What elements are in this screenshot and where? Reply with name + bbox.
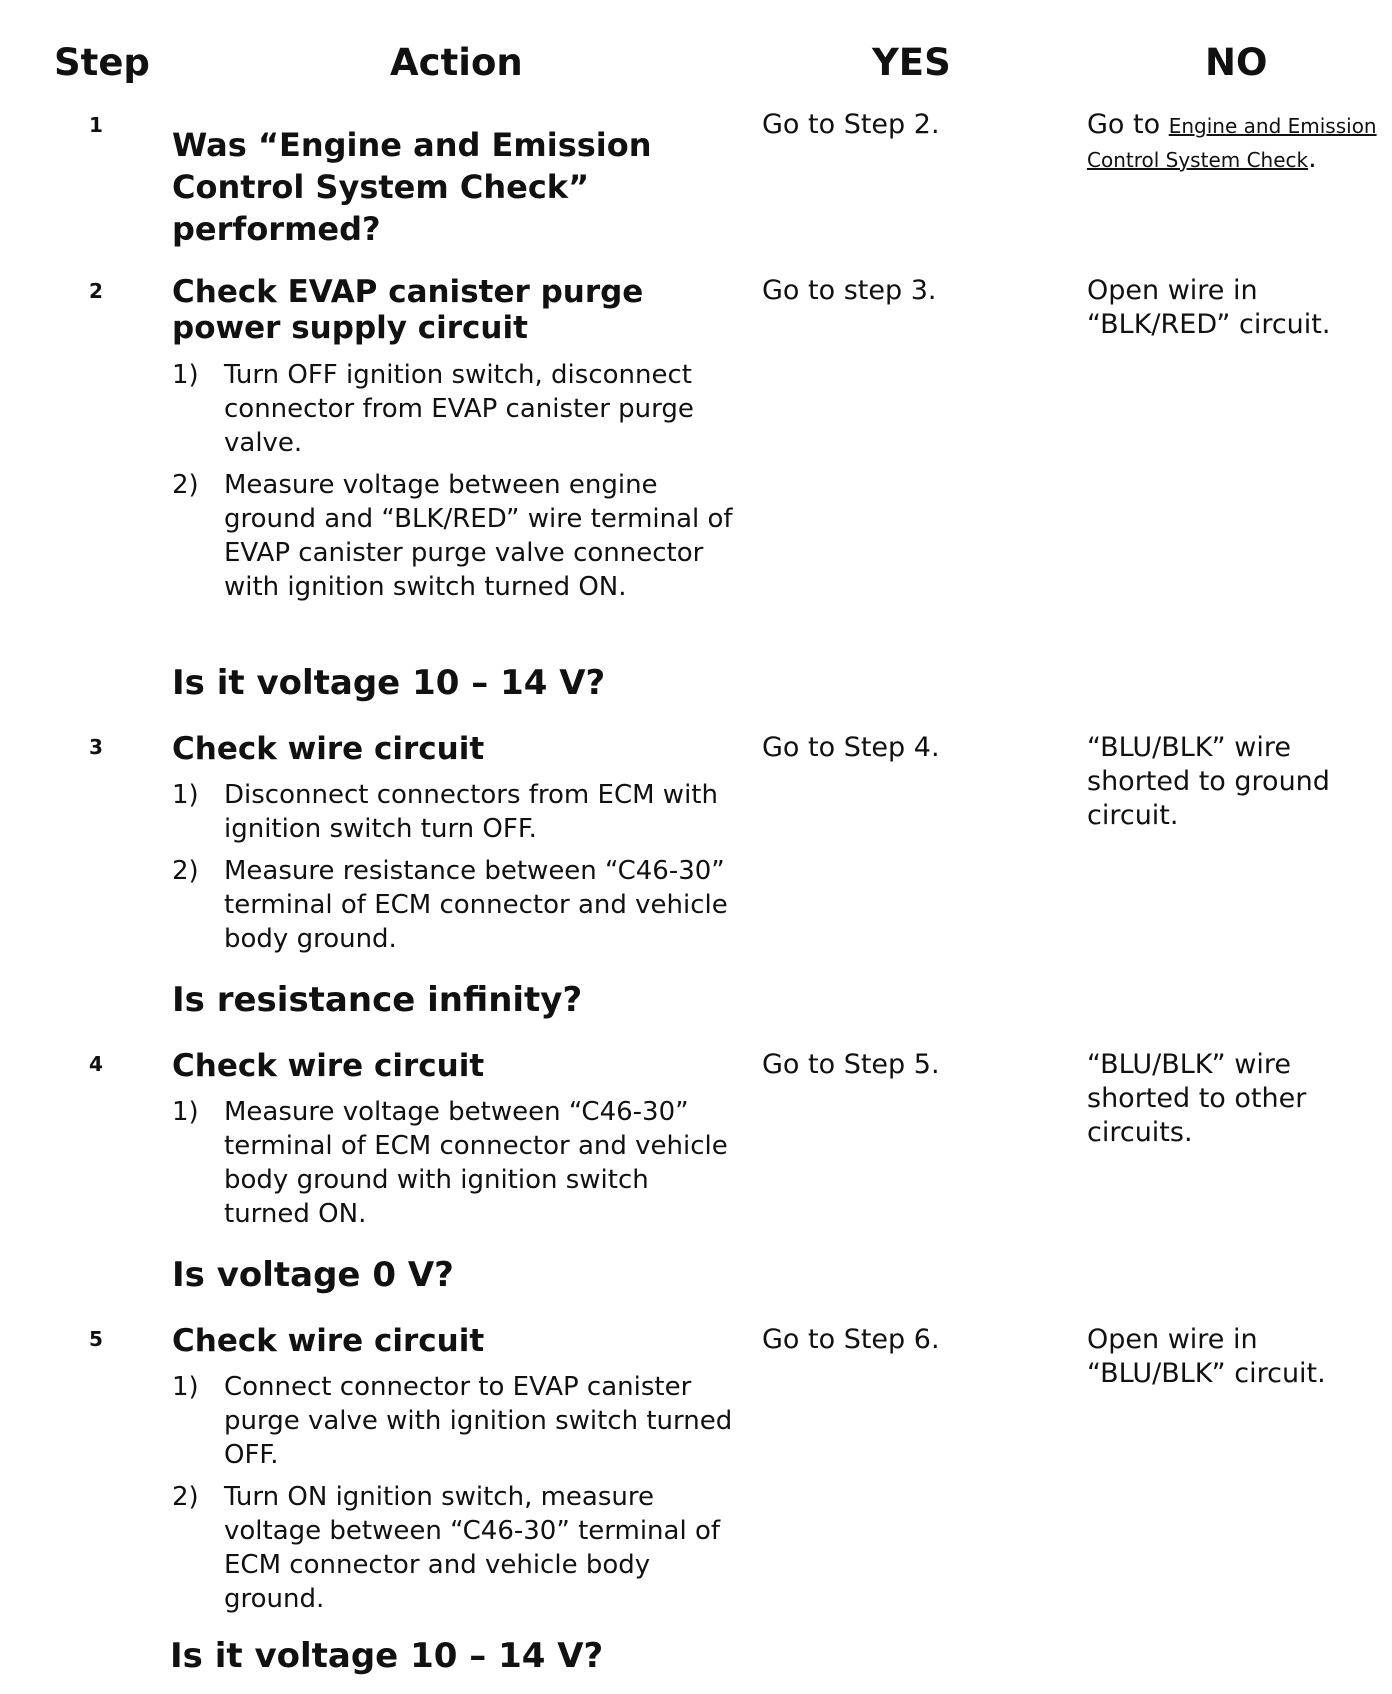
instruction-text: Measure resistance between “C46-30” terminal of ECM connector and vehicle body ground. [224, 856, 728, 954]
step-yes: Go to Step 2. [762, 109, 940, 140]
instruction-item [172, 468, 742, 604]
instruction-item [172, 1480, 742, 1616]
instruction-item [172, 358, 742, 460]
step-action [172, 1321, 742, 1624]
step-action [172, 729, 742, 964]
step-question: Is resistance infinity? [172, 980, 583, 1020]
step-title: Check wire circuit [172, 1048, 485, 1084]
instruction-item [172, 1370, 742, 1472]
step-action [172, 274, 742, 612]
instruction-text: Measure voltage between “C46-30” terminal of ECM connector and vehicle body ground with ignition switch turned ON. [224, 1097, 728, 1229]
step-yes: Go to Step 5. [762, 1049, 940, 1080]
header-action: Action [390, 41, 523, 84]
instruction-item [172, 854, 742, 956]
step-yes: Go to step 3. [762, 275, 937, 306]
header-step: Step [54, 41, 150, 84]
step-action [172, 124, 692, 250]
step-question: Is voltage 0 V? [172, 1255, 454, 1295]
instruction-text: Connect connector to EVAP canister purge valve with ignition switch turned OFF. [224, 1372, 733, 1470]
step-number: 1 [89, 113, 103, 137]
instruction-number: 2) [172, 1482, 199, 1512]
step-no: “BLU/BLK” wire shorted to ground circuit. [1087, 732, 1330, 831]
instruction-number: 1) [172, 360, 199, 390]
header-yes: YES [872, 41, 951, 84]
step-yes: Go to Step 6. [762, 1324, 940, 1355]
instruction-text: Disconnect connectors from ECM with ignition switch turn OFF. [224, 780, 718, 844]
step-no: “BLU/BLK” wire shorted to other circuits. [1087, 1049, 1307, 1148]
instruction-text: Turn ON ignition switch, measure voltage between “C46-30” terminal of ECM connector and vehicle body ground. [224, 1482, 721, 1614]
step-number: 4 [89, 1052, 103, 1076]
step-no: Open wire in “BLK/RED” circuit. [1087, 275, 1331, 340]
instruction-number: 1) [172, 780, 199, 810]
step-instructions [172, 1095, 742, 1231]
step-instructions [172, 1370, 742, 1616]
step-title: Was “Engine and Emission Control System Check” performed? [172, 126, 652, 248]
step-number: 3 [89, 735, 103, 759]
step-title: Check wire circuit [172, 1323, 485, 1359]
instruction-number: 2) [172, 470, 199, 500]
instruction-text: Turn OFF ignition switch, disconnect connector from EVAP canister purge valve. [224, 360, 694, 458]
step-title: Check wire circuit [172, 731, 485, 767]
step-action [172, 1046, 742, 1239]
instruction-text: Measure voltage between engine ground and “BLK/RED” wire terminal of EVAP canister purge valve connector with ignition switch turned ON. [224, 470, 733, 602]
step-question: Is it voltage 10 – 14 V? [172, 663, 606, 703]
instruction-number: 1) [172, 1097, 199, 1127]
step-no [1087, 108, 1377, 176]
engine-emission-check-link[interactable]: Engine and Emission Control System Check [1087, 114, 1377, 172]
step-question: Is it voltage 10 – 14 V? [170, 1636, 604, 1676]
step-instructions [172, 778, 742, 956]
step-instructions [172, 358, 742, 604]
step-yes: Go to Step 4. [762, 732, 940, 763]
instruction-item [172, 1095, 742, 1231]
no-prefix: Go to [1087, 109, 1161, 140]
header-no: NO [1205, 41, 1268, 84]
step-no: Open wire in “BLU/BLK” circuit. [1087, 1324, 1326, 1389]
step-number: 5 [89, 1327, 103, 1351]
instruction-item [172, 778, 742, 846]
step-title: Check EVAP canister purge power supply circuit [172, 274, 644, 346]
no-suffix: . [1308, 143, 1317, 174]
step-number: 2 [89, 279, 103, 303]
instruction-number: 2) [172, 856, 199, 886]
instruction-number: 1) [172, 1372, 199, 1402]
